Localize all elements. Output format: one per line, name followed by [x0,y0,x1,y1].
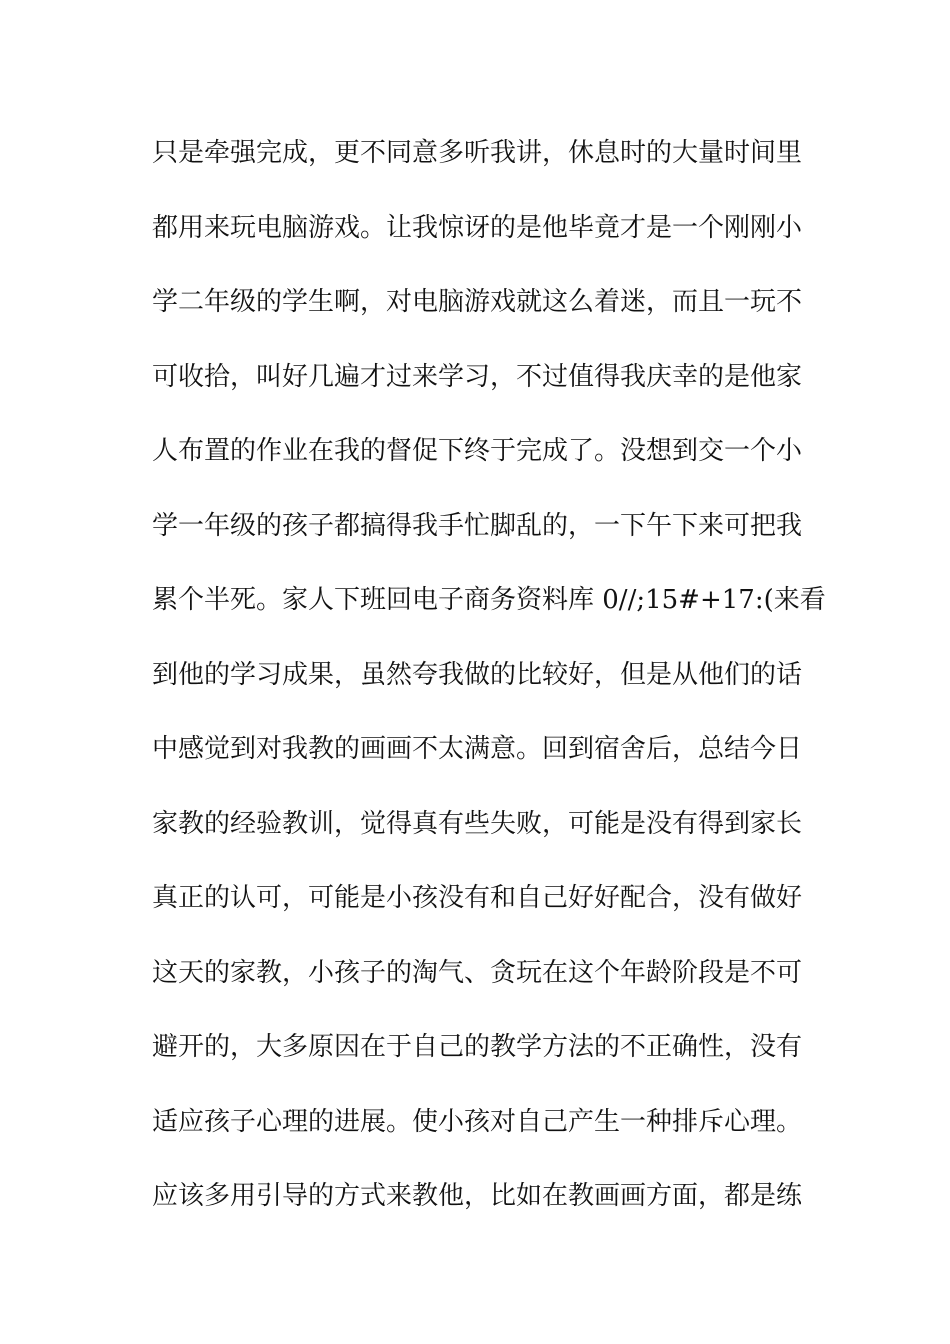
text-line-3: 学二年级的学生啊，对电脑游戏就这么着迷，而且一玩不 [152,287,803,317]
text-line-4: 可收拾，叫好几遍才过来学习，不过值得我庆幸的是他家 [152,361,803,392]
text-line-14: 适应孩子心理的进展。使小孩对自己产生一种排斥心理。 [152,1106,803,1137]
text-line-15: 应该多用引导的方式来教他，比如在教画画方面，都是练 [152,1181,803,1211]
text-line-10: 家教的经验教训，觉得真有些失败，可能是没有得到家长 [152,808,803,839]
text-line-11: 真正的认可，可能是小孩没有和自己好好配合，没有做好 [152,883,803,913]
text-line-12: 这天的家教，小孩子的淘气、贪玩在这个年龄阶段是不可 [152,957,803,988]
text-line-5: 人布置的作业在我的督促下终于完成了。没想到交一个小 [152,436,803,466]
text-line-1: 只是牵强完成，更不同意多听我讲，休息时的大量时间里 [152,138,803,168]
text-line-8: 到他的学习成果，虽然夸我做的比较好，但是从他们的话 [152,659,803,690]
text-line-2: 都用来玩电脑游戏。让我惊讶的是他毕竟才是一个刚刚小 [152,212,803,243]
text-line-13: 避开的，大多原因在于自己的教学方法的不正确性，没有 [152,1032,803,1062]
text-line-6: 学一年级的孩子都搞得我手忙脚乱的，一下午下来可把我 [152,510,803,541]
body-text [152,132,826,1250]
text-line-7: 累个半死。家人下班回电子商务资料库 0//;15#+17:(来看 [152,585,826,615]
text-line-9: 中感觉到对我教的画画不太满意。回到宿舍后，总结今日 [152,734,803,764]
